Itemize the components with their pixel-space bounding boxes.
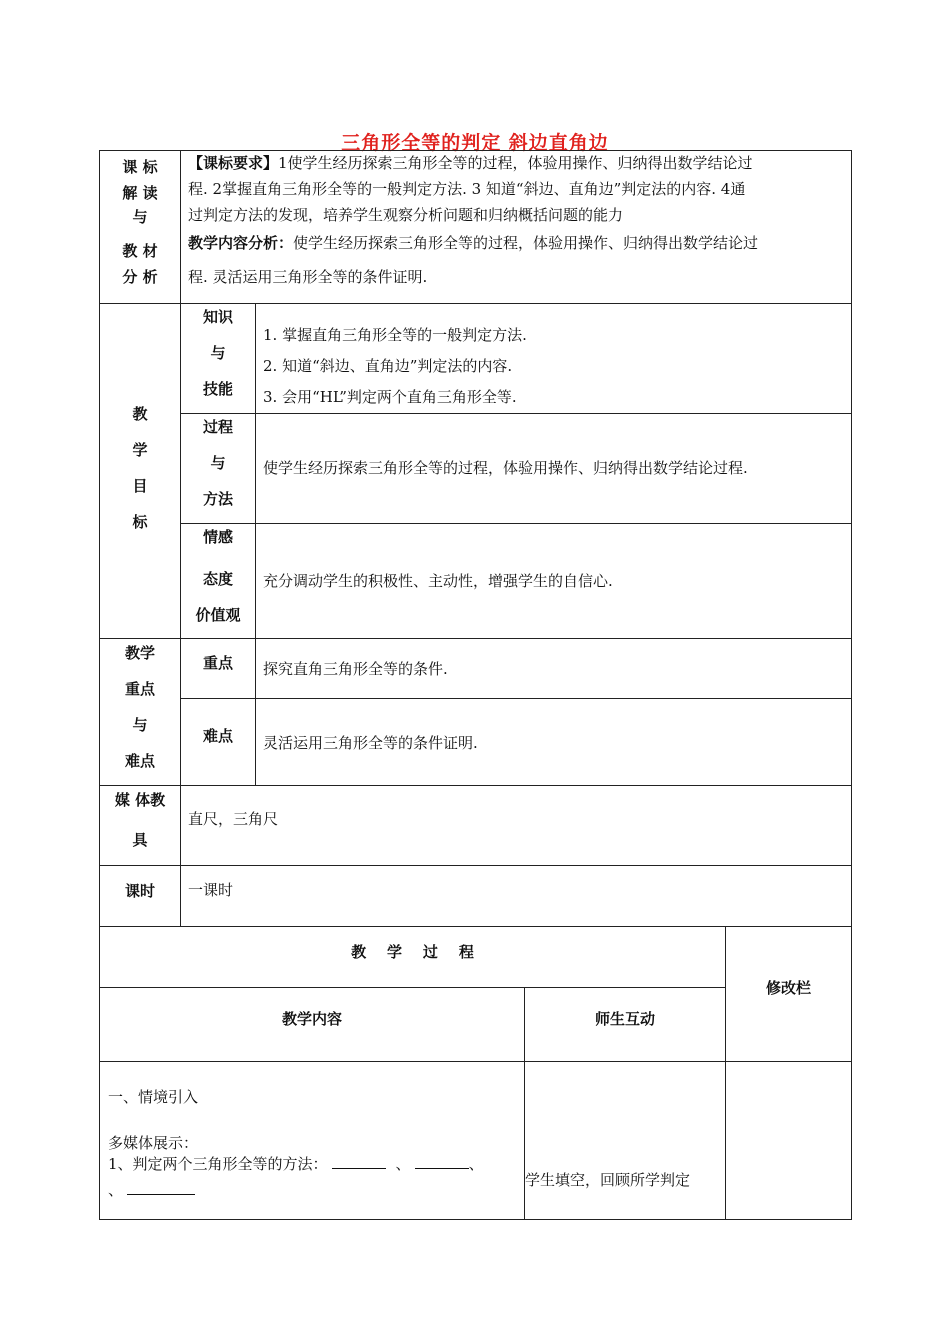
answer-blank[interactable]: [415, 1152, 469, 1169]
emotion-objective-text: 充分调动学生的积极性、主动性，增强学生的自信心.: [263, 572, 613, 590]
keypoints-label-line: 重点: [124, 680, 155, 698]
objectives-label-line: 教: [132, 405, 148, 423]
requirements-line: 程. 2掌握直角三角形全等的一般判定方法. 3 知道“斜边、直角边”判定法的内容. 4通: [188, 180, 746, 198]
emotion-label-line: 态度: [202, 570, 233, 588]
answer-blank[interactable]: [127, 1178, 195, 1195]
row-divider: [99, 1061, 852, 1062]
row-divider: [180, 698, 852, 699]
focus-text: 探究直角三角形全等的条件.: [263, 660, 448, 678]
media-show-label: 多媒体展示：: [108, 1134, 199, 1152]
teaching-process-table: [99, 926, 852, 1220]
difficulty-label: 难点: [202, 727, 233, 745]
difficulty-text: 灵活运用三角形全等的条件证明.: [263, 734, 478, 752]
knowledge-label-line: 技能: [202, 380, 233, 398]
revision-column-header: 修改栏: [765, 979, 811, 997]
curriculum-label-line: 分 析: [122, 268, 158, 286]
answer-blank[interactable]: [332, 1152, 386, 1169]
keypoints-label-line: 与: [132, 716, 148, 734]
knowledge-item: 1. 掌握直角三角形全等的一般判定方法.: [263, 326, 527, 344]
row-divider: [180, 523, 852, 524]
keypoints-label-line: 难点: [124, 752, 155, 770]
period-label: 课时: [124, 882, 155, 900]
curriculum-label-line: 与: [132, 208, 148, 226]
interaction-text: 学生填空，回顾所学判定: [525, 1171, 691, 1189]
knowledge-label-line: 与: [210, 344, 226, 362]
column-divider: [725, 926, 726, 1220]
requirements-heading: 【课标要求】: [188, 154, 279, 172]
media-label-line: 媒 体教: [114, 791, 166, 809]
separator: 、: [468, 1155, 484, 1173]
intro-title: 一、情境引入: [108, 1088, 199, 1106]
focus-label: 重点: [202, 654, 233, 672]
curriculum-label-line: 解 读: [122, 184, 158, 202]
separator: 、: [108, 1181, 124, 1199]
process-objective-text: 使学生经历探索三角形全等的过程，体验用操作、归纳得出数学结论过程.: [263, 459, 748, 477]
knowledge-item: 2. 知道“斜边、直角边”判定法的内容.: [263, 357, 513, 375]
page-title: 三角形全等的判定 斜边直角边: [341, 132, 609, 154]
keypoints-label-line: 教学: [124, 644, 155, 662]
requirements-line: 过判定方法的发现，培养学生观察分析问题和归纳概括问题的能力: [188, 206, 624, 224]
interaction-column-header: 师生互动: [594, 1010, 655, 1028]
objectives-label-line: 目: [132, 477, 148, 495]
analysis-line: 使学生经历探索三角形全等的过程，体验用操作、归纳得出数学结论过: [293, 234, 759, 252]
question-line-2: [108, 1178, 195, 1201]
objectives-label-line: 学: [132, 441, 148, 459]
emotion-label-line: 情感: [202, 528, 233, 546]
process-label-line: 与: [210, 454, 226, 472]
knowledge-label-line: 知识: [202, 308, 233, 326]
row-divider: [99, 303, 852, 304]
teaching-process-heading: 教 学 过 程: [351, 943, 474, 961]
requirements-line: 1使学生经历探索三角形全等的过程，体验用操作、归纳得出数学结论过: [278, 154, 753, 172]
curriculum-label-line: 课 标: [122, 158, 158, 176]
media-text: 直尺，三角尺: [188, 810, 279, 828]
curriculum-label-line: 教 材: [122, 242, 158, 260]
content-column-header: 教学内容: [281, 1010, 342, 1028]
curriculum-requirements: [188, 150, 848, 290]
objectives-label-line: 标: [132, 513, 148, 531]
question-line: [108, 1152, 484, 1175]
analysis-heading: 教学内容分析：: [188, 234, 294, 252]
process-label-line: 过程: [202, 418, 233, 436]
row-divider: [180, 413, 852, 414]
period-text: 一课时: [188, 881, 234, 899]
question-text: 1、判定两个三角形全等的方法：: [108, 1155, 328, 1173]
process-label-line: 方法: [202, 490, 233, 508]
emotion-label-line: 价值观: [195, 606, 241, 624]
separator: 、: [395, 1155, 411, 1173]
column-divider: [255, 303, 256, 785]
media-label-line: 具: [132, 831, 148, 849]
row-divider: [99, 865, 852, 866]
analysis-line: 程. 灵活运用三角形全等的条件证明.: [188, 268, 428, 286]
row-divider: [99, 987, 725, 988]
knowledge-item: 3. 会用“HL”判定两个直角三角形全等.: [263, 388, 517, 406]
row-divider: [99, 785, 852, 786]
row-divider: [99, 638, 852, 639]
